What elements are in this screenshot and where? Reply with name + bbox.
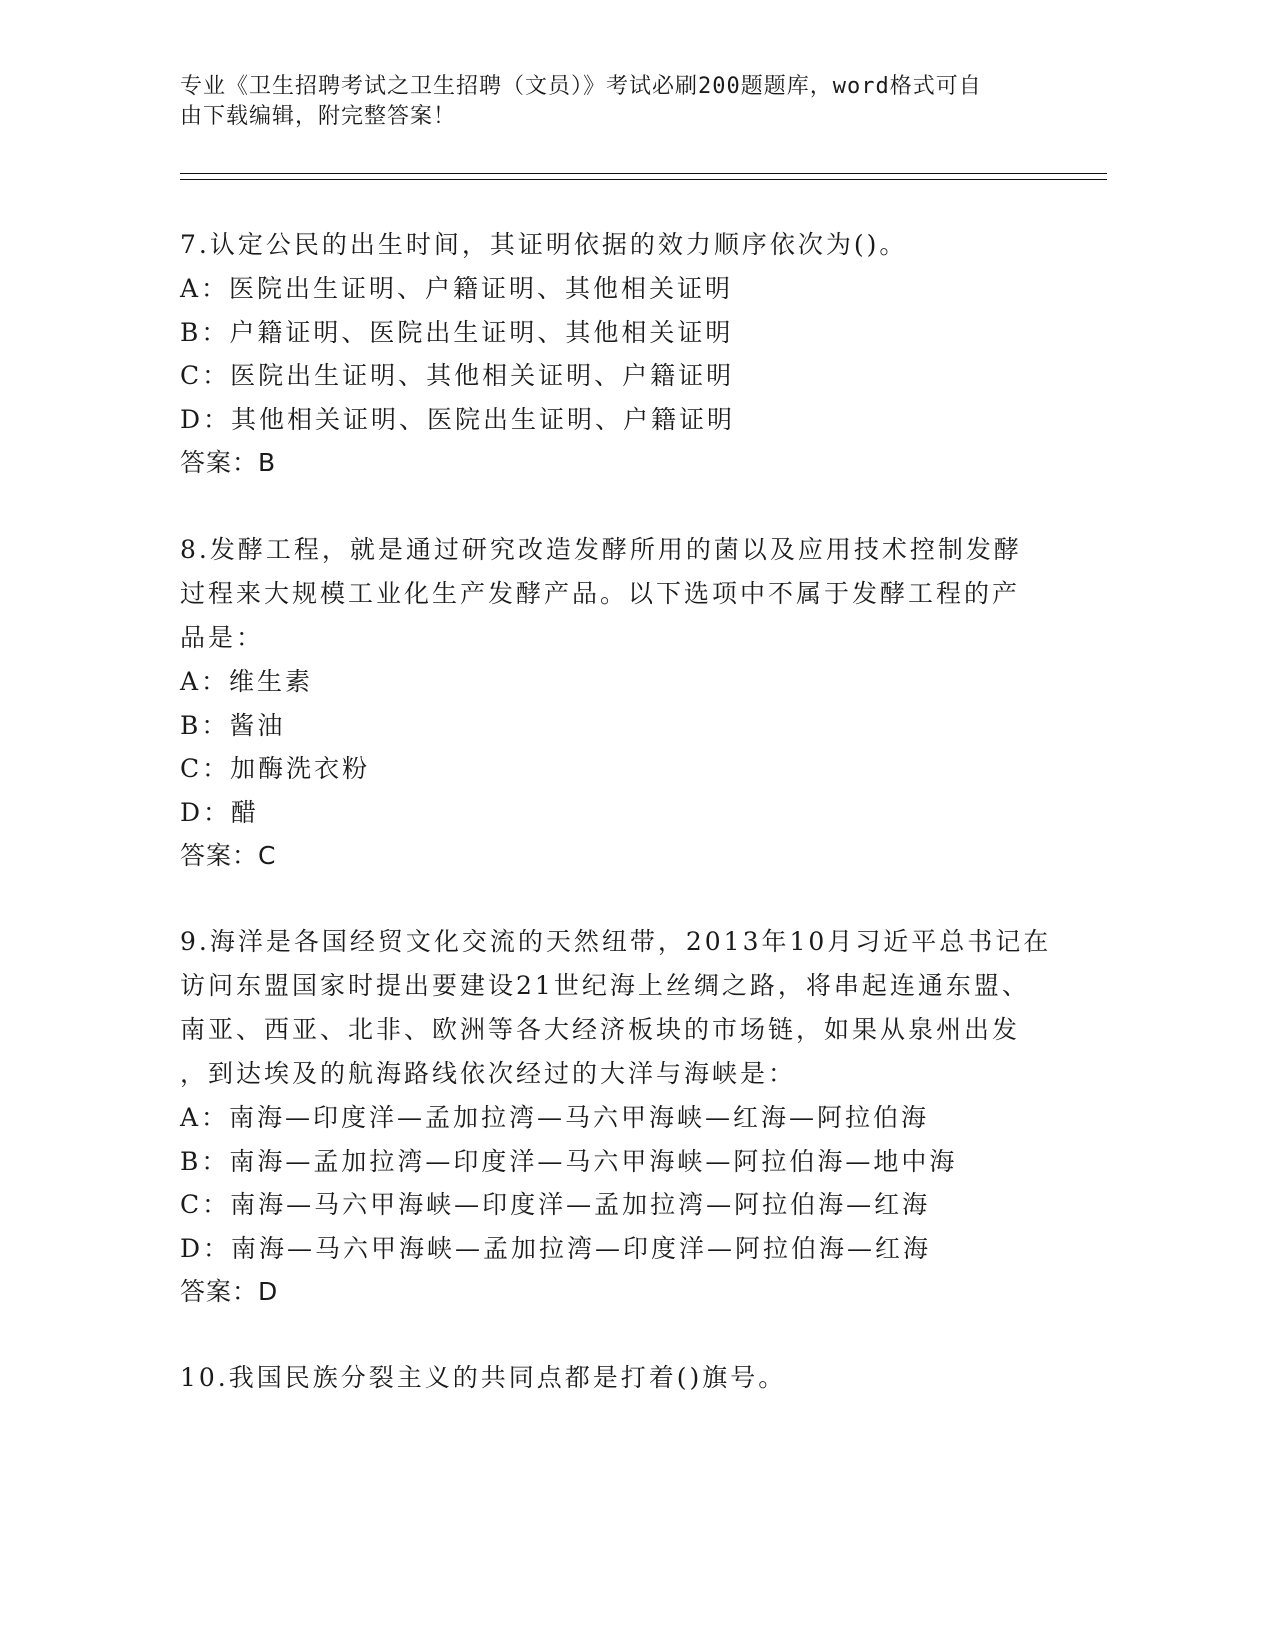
- question-7: [180, 223, 1050, 485]
- option-b: B：酱油: [180, 710, 286, 740]
- option-a: A：维生素: [180, 667, 314, 696]
- header-divider-top: [180, 173, 1107, 174]
- option-d: D：其他相关证明、医院出生证明、户籍证明: [180, 404, 736, 434]
- question-text-line: 9.海洋是各国经贸文化交流的天然纽带，2013年10月习近平总书记在: [180, 927, 1052, 956]
- answer-label: 答案：D: [180, 1277, 279, 1306]
- question-text-line: 7.认定公民的出生时间，其证明依据的效力顺序依次为()。: [180, 230, 908, 259]
- option-d: D：醋: [180, 797, 260, 827]
- question-text-line: 品是：: [180, 623, 265, 652]
- question-10: [180, 1356, 1050, 1400]
- question-text-line: 南亚、西亚、北非、欧洲等各大经济板块的市场链，如果从泉州出发: [180, 1015, 1021, 1044]
- question-text-line: 过程来大规模工业化生产发酵产品。以下选项中不属于发酵工程的产: [180, 579, 1021, 608]
- question-text-line: 8.发酵工程，就是通过研究改造发酵所用的菌以及应用技术控制发酵: [180, 535, 1022, 564]
- option-c: C：加酶洗衣粉: [180, 754, 371, 783]
- header-divider-bottom: [180, 179, 1107, 180]
- question-9: [180, 920, 1050, 1314]
- option-d: D：南海—马六甲海峡—孟加拉湾—印度洋—阿拉伯海—红海: [180, 1233, 932, 1263]
- header-line-1: 专业《卫生招聘考试之卫生招聘（文员）》考试必刷200题题库，word格式可自: [180, 74, 982, 99]
- option-a: A：医院出生证明、户籍证明、其他相关证明: [180, 274, 734, 303]
- answer-label: 答案：C: [180, 841, 277, 870]
- answer-label: 答案：B: [180, 448, 277, 477]
- header-line-2: 由下载编辑，附完整答案！: [180, 104, 457, 129]
- question-text-line: 访问东盟国家时提出要建设21世纪海上丝绸之路，将串起连通东盟、: [180, 971, 1030, 1000]
- option-c: C：医院出生证明、其他相关证明、户籍证明: [180, 361, 735, 390]
- option-b: B：户籍证明、医院出生证明、其他相关证明: [180, 317, 734, 347]
- option-a: A：南海—印度洋—孟加拉湾—马六甲海峡—红海—阿拉伯海: [180, 1103, 930, 1132]
- document-header: [180, 72, 1060, 132]
- option-c: C：南海—马六甲海峡—印度洋—孟加拉湾—阿拉伯海—红海: [180, 1190, 931, 1219]
- option-b: B：南海—孟加拉湾—印度洋—马六甲海峡—阿拉伯海—地中海: [180, 1146, 958, 1176]
- question-8: [180, 528, 1050, 878]
- question-text-line: ，到达埃及的航海路线依次经过的大洋与海峡是：: [180, 1059, 797, 1088]
- question-text-line: 10.我国民族分裂主义的共同点都是打着()旗号。: [180, 1363, 787, 1392]
